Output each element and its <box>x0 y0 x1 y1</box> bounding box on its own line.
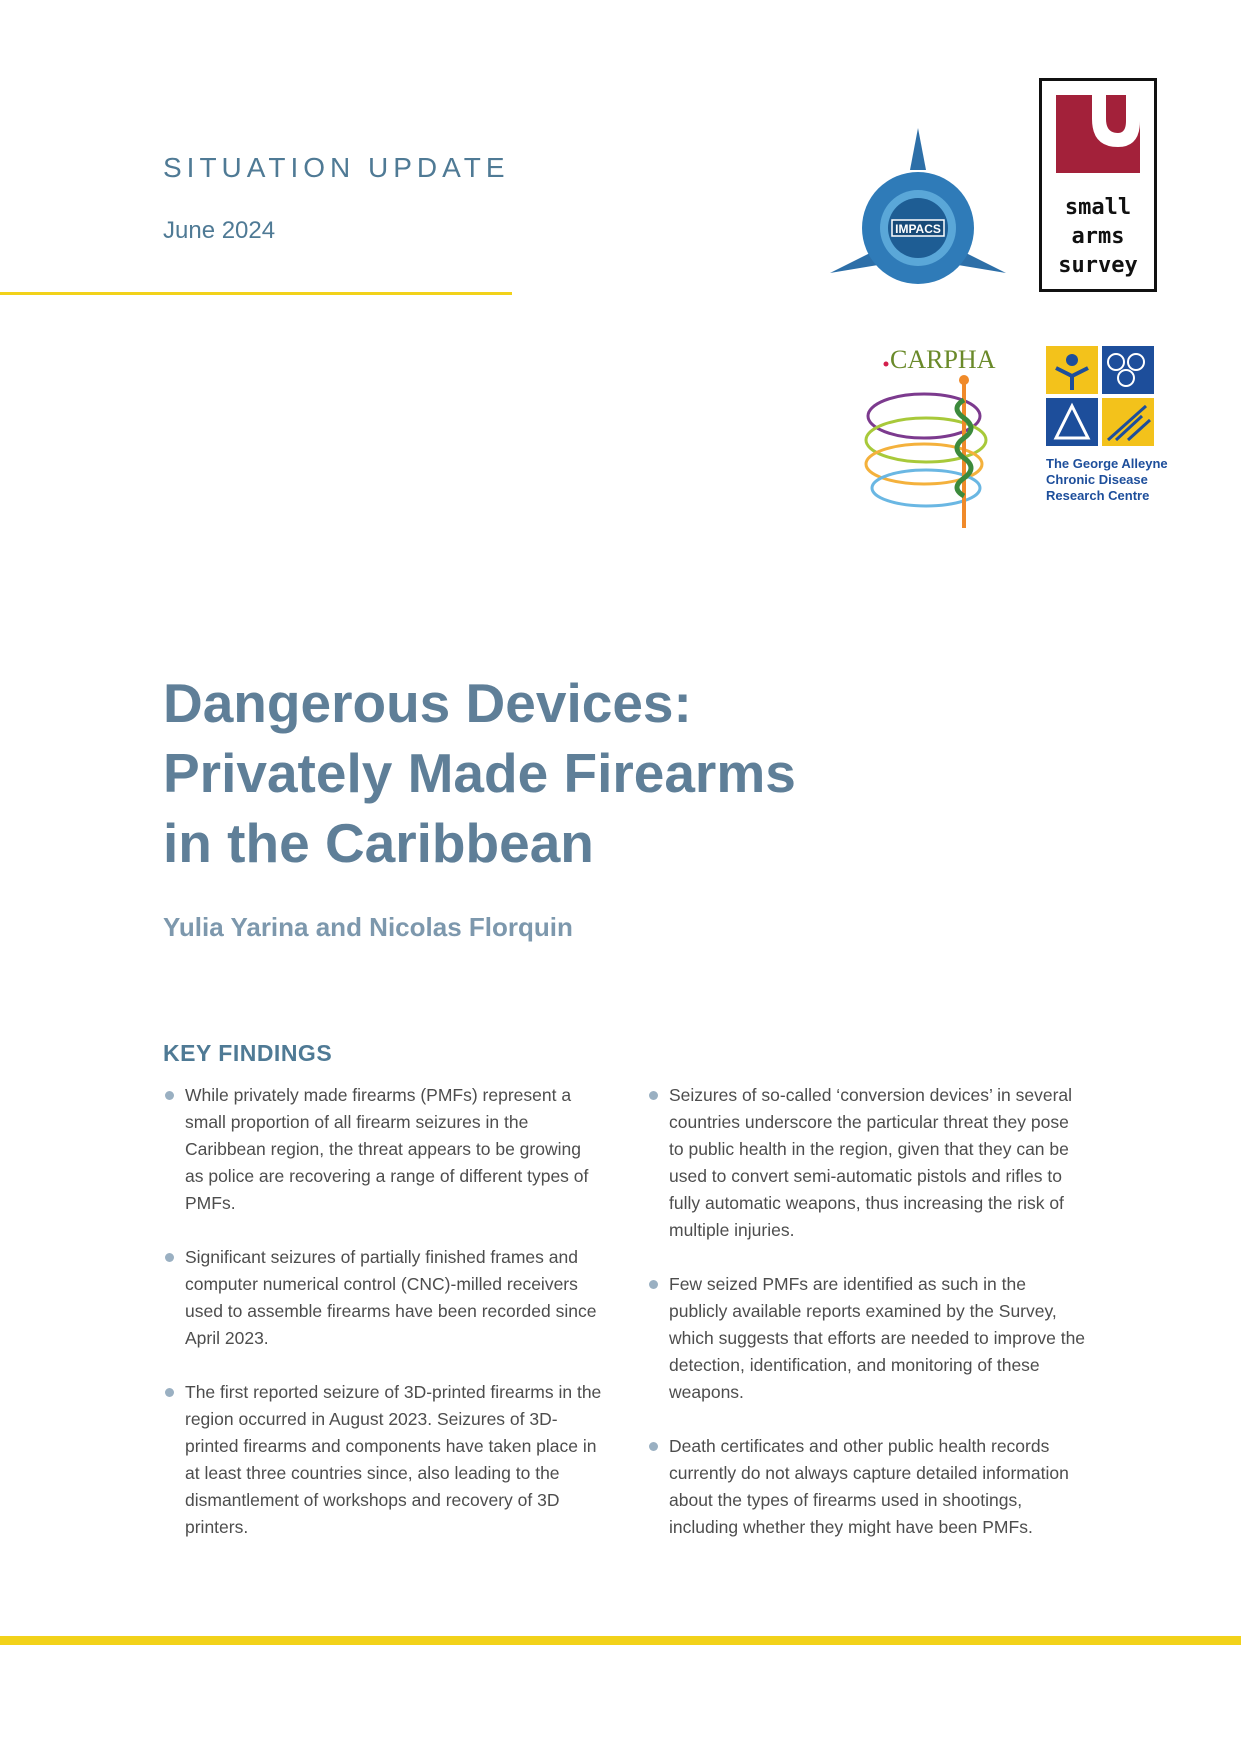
carpha-logo-name: CARPHA <box>890 345 996 374</box>
finding-item: While privately made firearms (PMFs) represent a small proportion of all firearm seizures in the Caribbean region, the threat appears to be growing as police are recovering a range of different types of PMFs. <box>163 1082 603 1217</box>
impacs-logo <box>830 128 1006 284</box>
key-findings-heading: KEY FINDINGS <box>163 1040 333 1066</box>
sas-line-3: survey <box>1058 253 1138 278</box>
document-title <box>163 668 923 878</box>
impacs-ring-text <box>1006 128 1007 129</box>
title-line-2: Privately Made Firearms <box>163 742 796 804</box>
finding-item: Significant seizures of partially finished frames and computer numerical control (CNC)-milled receivers used to assemble firearms have been recorded since April 2023. <box>163 1244 603 1352</box>
title-line-3: in the Caribbean <box>163 812 594 874</box>
gacdrc-logo <box>1046 346 1196 506</box>
title-line-1: Dangerous Devices: <box>163 672 692 734</box>
finding-item: The first reported seizure of 3D-printed firearms in the region occurred in August 2023. Seizures of 3D-printed firearms and components have taken place in at least three countries since, also leading to the dismantlement of workshops and recovery of 3D printers. <box>163 1379 603 1541</box>
document-date: June 2024 <box>163 217 276 244</box>
footer-rule <box>0 1636 1241 1645</box>
gacdrc-line-1: The George Alleyne <box>1046 456 1168 471</box>
carpha-logo <box>836 340 1002 530</box>
key-findings-left-column <box>163 1082 603 1568</box>
sas-line-2: arms <box>1071 224 1125 249</box>
key-findings-right-column <box>647 1082 1087 1568</box>
gacdrc-line-3: Research Centre <box>1046 488 1150 503</box>
sas-line-1: small <box>1064 195 1132 220</box>
impacs-logo-name: IMPACS <box>895 222 941 236</box>
header-rule <box>0 292 512 295</box>
finding-item: Few seized PMFs are identified as such in the publicly available reports examined by the Survey, which suggests that efforts are needed to improve the detection, identification, and monitoring of these weapons. <box>647 1271 1087 1406</box>
gacdrc-line-2: Chronic Disease <box>1046 472 1148 487</box>
finding-item: Seizures of so-called ‘conversion devices’ in several countries underscore the particular threat they pose to public health in the region, given that they can be used to convert semi-automatic pistols and rifles to fully automatic weapons, thus increasing the risk of multiple injuries. <box>647 1082 1087 1244</box>
finding-item: Death certificates and other public health records currently do not always capture detailed information about the types of firearms used in shootings, including whether they might have been PMFs. <box>647 1433 1087 1541</box>
document-authors: Yulia Yarina and Nicolas Florquin <box>163 912 573 942</box>
small-arms-survey-logo <box>1039 78 1157 292</box>
document-series: SITUATION UPDATE <box>163 152 510 183</box>
carpha-ring-text <box>1002 340 1003 341</box>
